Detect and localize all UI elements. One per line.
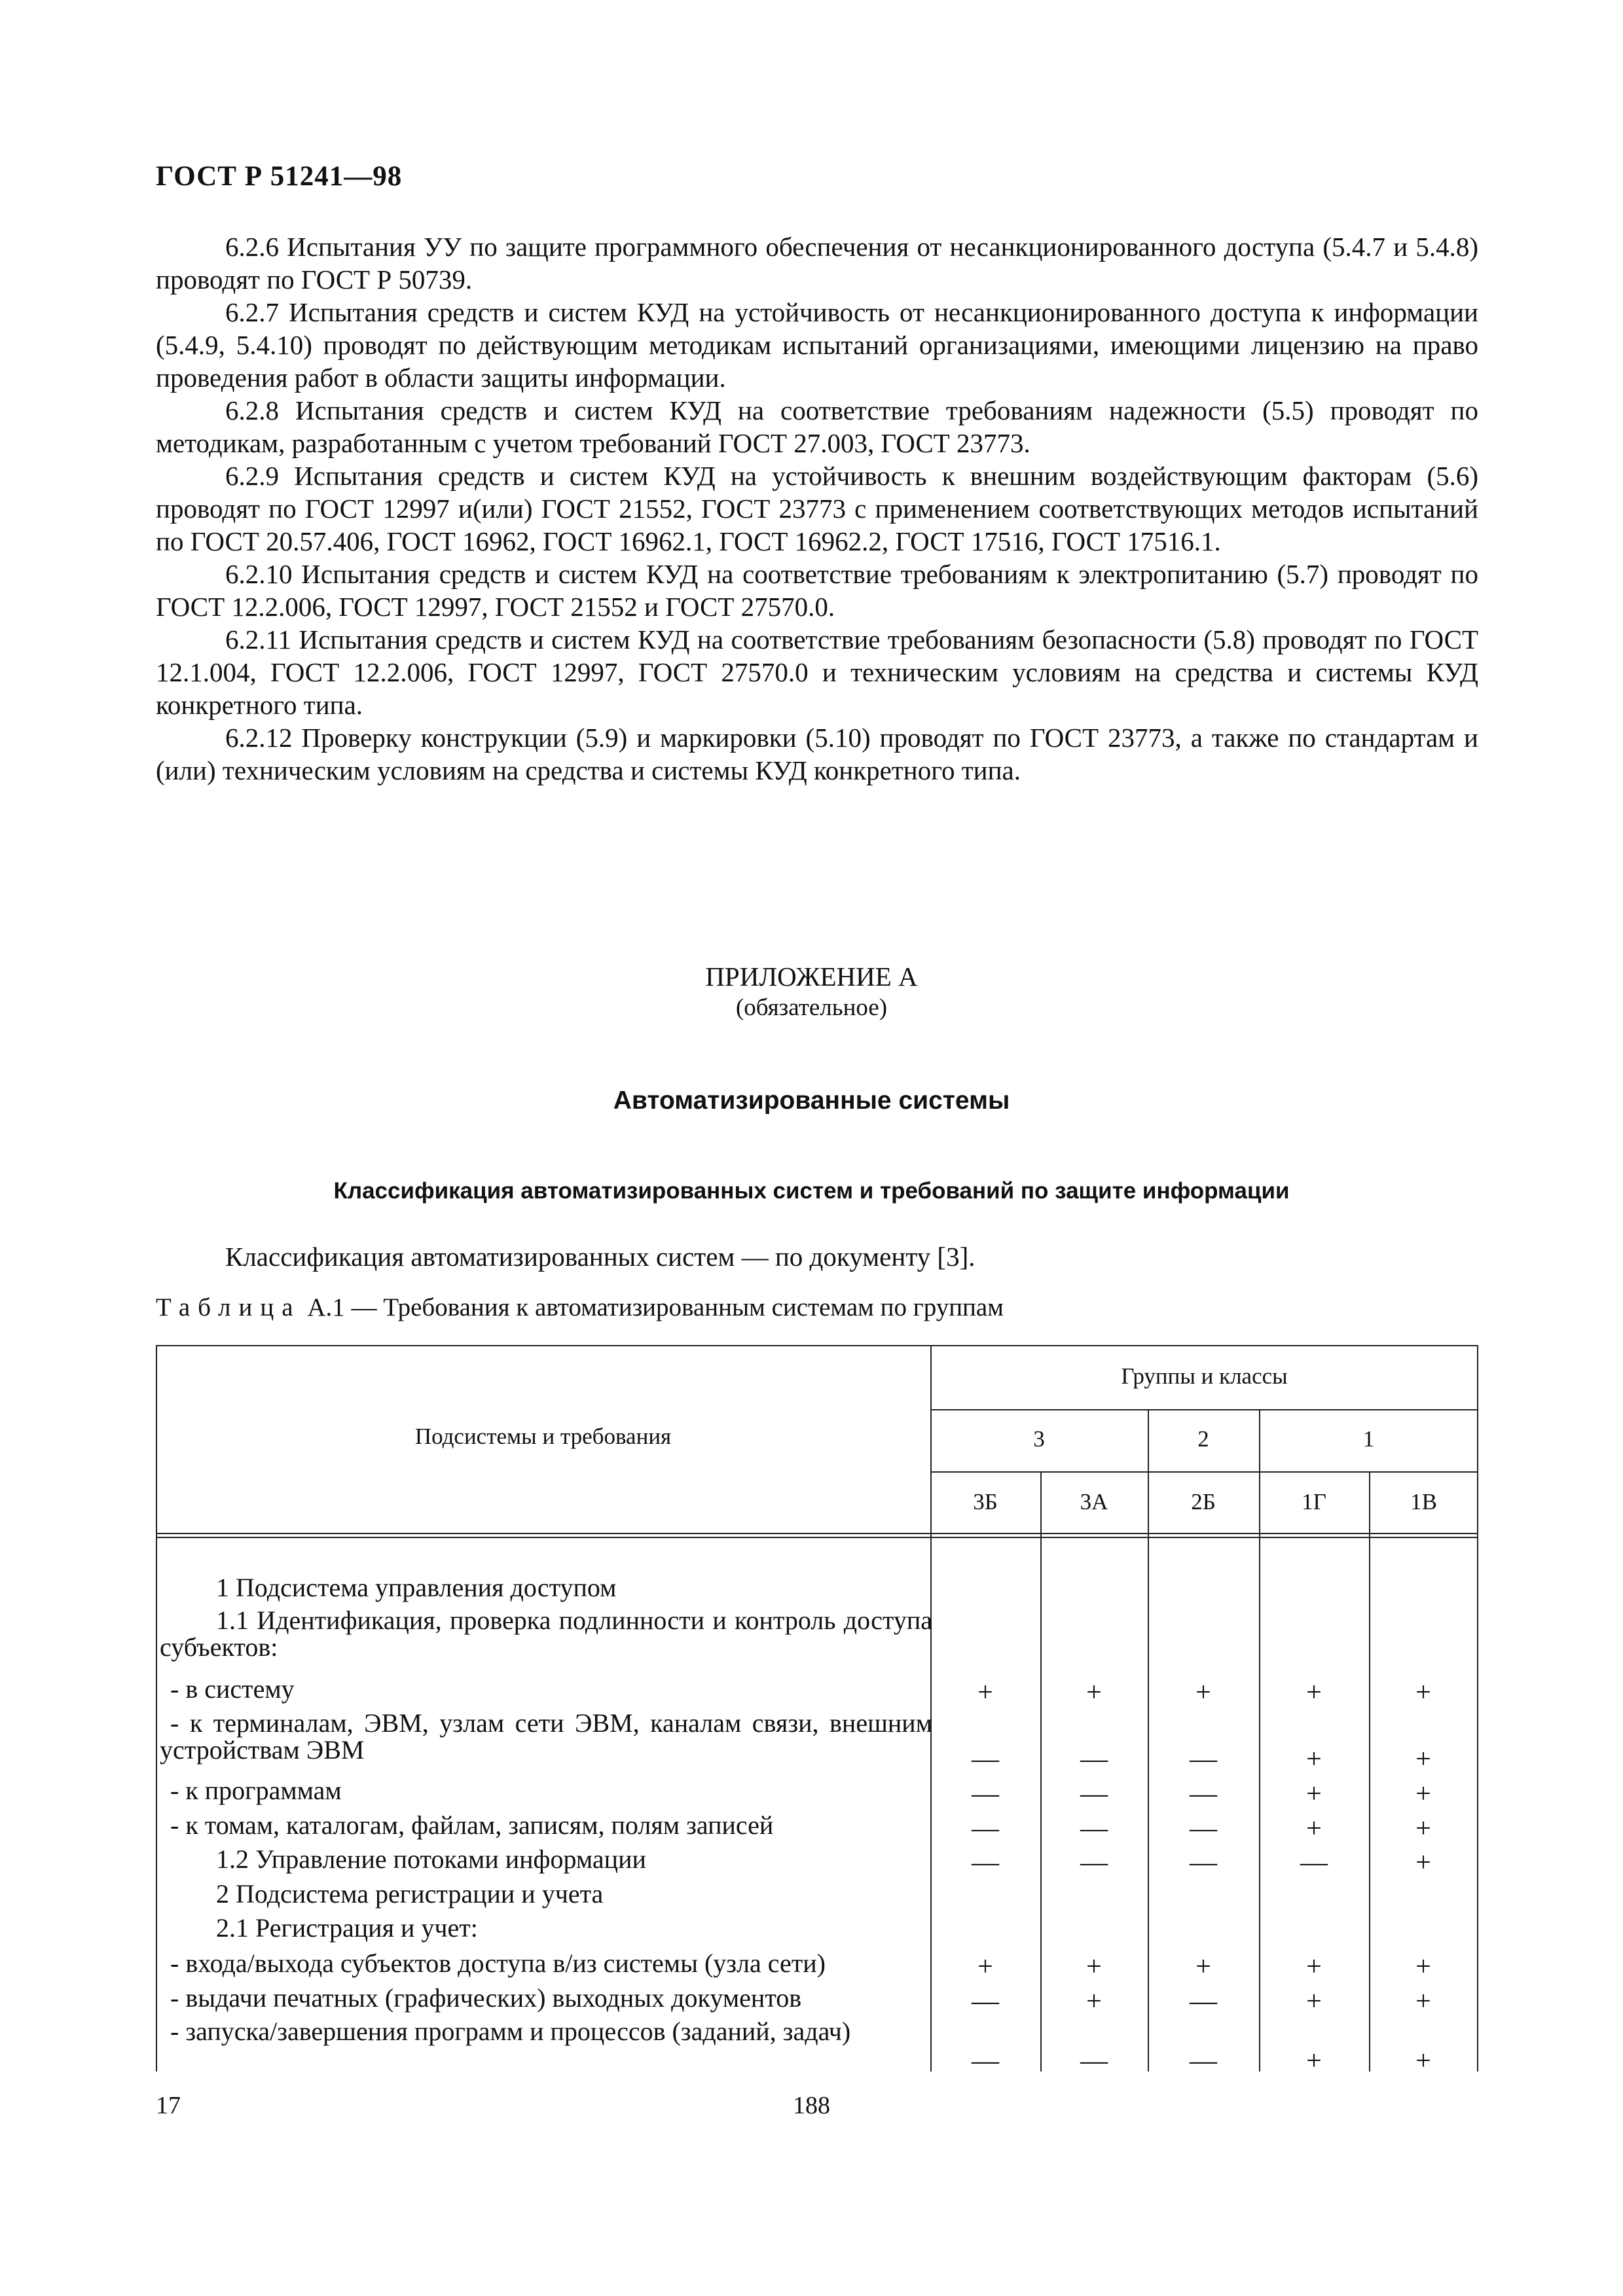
row-mark: + [1415, 1986, 1431, 2017]
paragraph-6-2-6: 6.2.6 Испытания УУ по защите программного обеспечения от несанкционированного доступа (5.4.7 и 5.4.8) проводят по ГОСТ Р 50739. [156, 232, 1478, 295]
col-header-groups: Группы и классы [1121, 1363, 1288, 1389]
row-label: 1 Подсистема управления доступом [216, 1573, 617, 1602]
paragraph-6-2-8: 6.2.8 Испытания средств и систем КУД на соответствие требованиям надежности (5.5) проводят по методикам, разработанным с учетом требований ГОСТ 27.003, ГОСТ 23773. [156, 395, 1478, 458]
section-subtitle: Классификация автоматизированных систем и требований по защите информации [333, 1178, 1290, 1204]
table-border-top [156, 1345, 1478, 1346]
row-label: - запуска/завершения программ и процессов (заданий, задач) [170, 2017, 851, 2046]
table-row [156, 1777, 1478, 1810]
row-mark: + [1306, 1952, 1322, 1982]
row-mark: + [1086, 1986, 1102, 2017]
paragraph-6-2-10: 6.2.10 Испытания средств и систем КУД на соответствие требованиям к электропитанию (5.7) проводят по ГОСТ 12.2.006, ГОСТ 12997, ГОСТ 21552 и ГОСТ 27570.0. [156, 559, 1478, 622]
row-mark: + [977, 1952, 993, 1982]
table-caption-text: А.1 — Требования к автоматизированным системам по группам [307, 1293, 1004, 1321]
row-mark: + [1306, 1986, 1322, 2017]
row-label: 2 Подсистема регистрации и учета [216, 1879, 604, 1909]
class-header-1v: 1В [1410, 1489, 1437, 1515]
row-mark: + [1415, 1952, 1431, 1982]
table-row [156, 1846, 1478, 1878]
row-mark: + [1415, 1848, 1431, 1878]
row-mark: + [1415, 1677, 1431, 1708]
table-row [156, 1710, 1478, 1775]
table-row [156, 2018, 1478, 2077]
classification-reference: Классификация автоматизированных систем — по документу [3]. [225, 1242, 976, 1272]
row-mark: — [1080, 2046, 1108, 2076]
row-mark: — [1190, 1986, 1217, 2017]
requirements-table [156, 1345, 1478, 2076]
table-row [156, 1607, 1478, 1672]
row-mark: + [1195, 1677, 1211, 1708]
row-mark: + [1415, 1779, 1431, 1809]
row-mark: + [1306, 2046, 1322, 2076]
table-row [156, 1984, 1478, 2017]
table-caption [156, 1293, 1004, 1322]
row-mark: — [1190, 1848, 1217, 1878]
row-mark: + [1306, 1779, 1322, 1809]
row-mark: — [972, 1848, 999, 1878]
row-mark: — [1080, 1744, 1108, 1774]
table-row [156, 1676, 1478, 1708]
row-label: - к программам [170, 1776, 342, 1805]
section-title: Автоматизированные системы [613, 1086, 1010, 1115]
row-label: - к томам, каталогам, файлам, записям, полям записей [170, 1810, 774, 1840]
class-header-3b: 3Б [973, 1489, 998, 1515]
table-header-divider-1 [930, 1409, 1478, 1410]
row-mark: + [1306, 1744, 1322, 1774]
row-mark: + [1415, 1744, 1431, 1774]
row-label: 2.1 Регистрация и учет: [216, 1913, 478, 1943]
col-header-subsystems: Подсистемы и требования [414, 1424, 672, 1449]
table-row [156, 1914, 1478, 1947]
row-mark: + [1415, 2046, 1431, 2076]
paragraph-6-2-9: 6.2.9 Испытания средств и систем КУД на устойчивость к внешним воздействующим факторам (5.6) проводят по ГОСТ 12997 и(или) ГОСТ 21552, ГОСТ 23773 с применением соответствующих методов испытаний по ГОСТ 20.57.406, ГОСТ 16962, ГОСТ 16962.1, ГОСТ 16962.2, ГОСТ 17516, ГОСТ 17516.1. [156, 461, 1478, 556]
table-header-bottom-a [156, 1533, 1478, 1534]
table-row [156, 1574, 1478, 1607]
row-mark: + [1306, 1677, 1322, 1708]
row-mark: + [1415, 1814, 1431, 1844]
table-row [156, 1812, 1478, 1844]
row-mark: + [1195, 1952, 1211, 1982]
class-header-2b: 2Б [1191, 1489, 1216, 1515]
body-text [156, 230, 1478, 787]
row-label: - выдачи печатных (графических) выходных документов [170, 1983, 802, 2013]
row-mark: — [972, 1779, 999, 1809]
row-label: - к терминалам, ЭВМ, узлам сети ЭВМ, каналам связи, внешним устройствам ЭВМ [160, 1708, 932, 1765]
paragraph-6-2-11: 6.2.11 Испытания средств и систем КУД на соответствие требованиям безопасности (5.8) проводят по ГОСТ 12.1.004, ГОСТ 12.2.006, ГОСТ 12997, ГОСТ 27570.0 и техническим условиям на средства и системы КУД конкретного типа. [156, 624, 1478, 720]
row-label: - входа/выхода субъектов доступа в/из системы (узла сети) [170, 1948, 826, 1978]
table-row [156, 1950, 1478, 1982]
row-mark: — [972, 1744, 999, 1774]
class-header-1g: 1Г [1302, 1489, 1326, 1515]
class-header-3a: 3А [1080, 1489, 1108, 1515]
group-header-3: 3 [1033, 1426, 1045, 1452]
row-mark: — [1300, 1848, 1328, 1878]
group-header-1: 1 [1362, 1426, 1375, 1452]
row-mark: + [1306, 1814, 1322, 1844]
table-row [156, 1880, 1478, 1913]
row-mark: — [1190, 1779, 1217, 1809]
row-mark: — [1190, 1814, 1217, 1844]
row-mark: — [1190, 2046, 1217, 2076]
row-label: - в систему [170, 1674, 295, 1704]
row-mark: + [977, 1677, 993, 1708]
document-id: ГОСТ Р 51241—98 [156, 161, 403, 192]
row-mark: — [972, 1986, 999, 2017]
row-label: 1.1 Идентификация, проверка подлинности и контроль доступа субъектов: [160, 1605, 932, 1662]
table-header-divider-2 [930, 1471, 1478, 1473]
row-mark: + [1086, 1952, 1102, 1982]
row-mark: — [1080, 1848, 1108, 1878]
appendix-subtitle: (обязательное) [735, 994, 888, 1021]
row-mark: — [972, 1814, 999, 1844]
row-mark: + [1086, 1677, 1102, 1708]
row-mark: — [1190, 1744, 1217, 1774]
group-header-2: 2 [1197, 1426, 1209, 1452]
table-caption-word: Таблица [156, 1293, 301, 1321]
row-mark: — [972, 2046, 999, 2076]
row-mark: — [1080, 1814, 1108, 1844]
appendix-title: ПРИЛОЖЕНИЕ А [705, 961, 918, 992]
page-number-left: 17 [156, 2092, 181, 2119]
row-mark: — [1080, 1779, 1108, 1809]
paragraph-6-2-7: 6.2.7 Испытания средств и систем КУД на устойчивость от несанкционированного доступа к информации (5.4.9, 5.4.10) проводят по действующим методикам испытаний организациями, имеющими лицензию на право проведения работ в области защиты информации. [156, 297, 1478, 393]
row-label: 1.2 Управление потоками информации [216, 1844, 646, 1874]
page-number-center: 188 [793, 2092, 830, 2119]
paragraph-6-2-12: 6.2.12 Проверку конструкции (5.9) и маркировки (5.10) проводят по ГОСТ 23773, а также по стандартам и (или) техническим условиям на средства и системы КУД конкретного типа. [156, 723, 1478, 785]
table-header-bottom-b [156, 1537, 1478, 1538]
